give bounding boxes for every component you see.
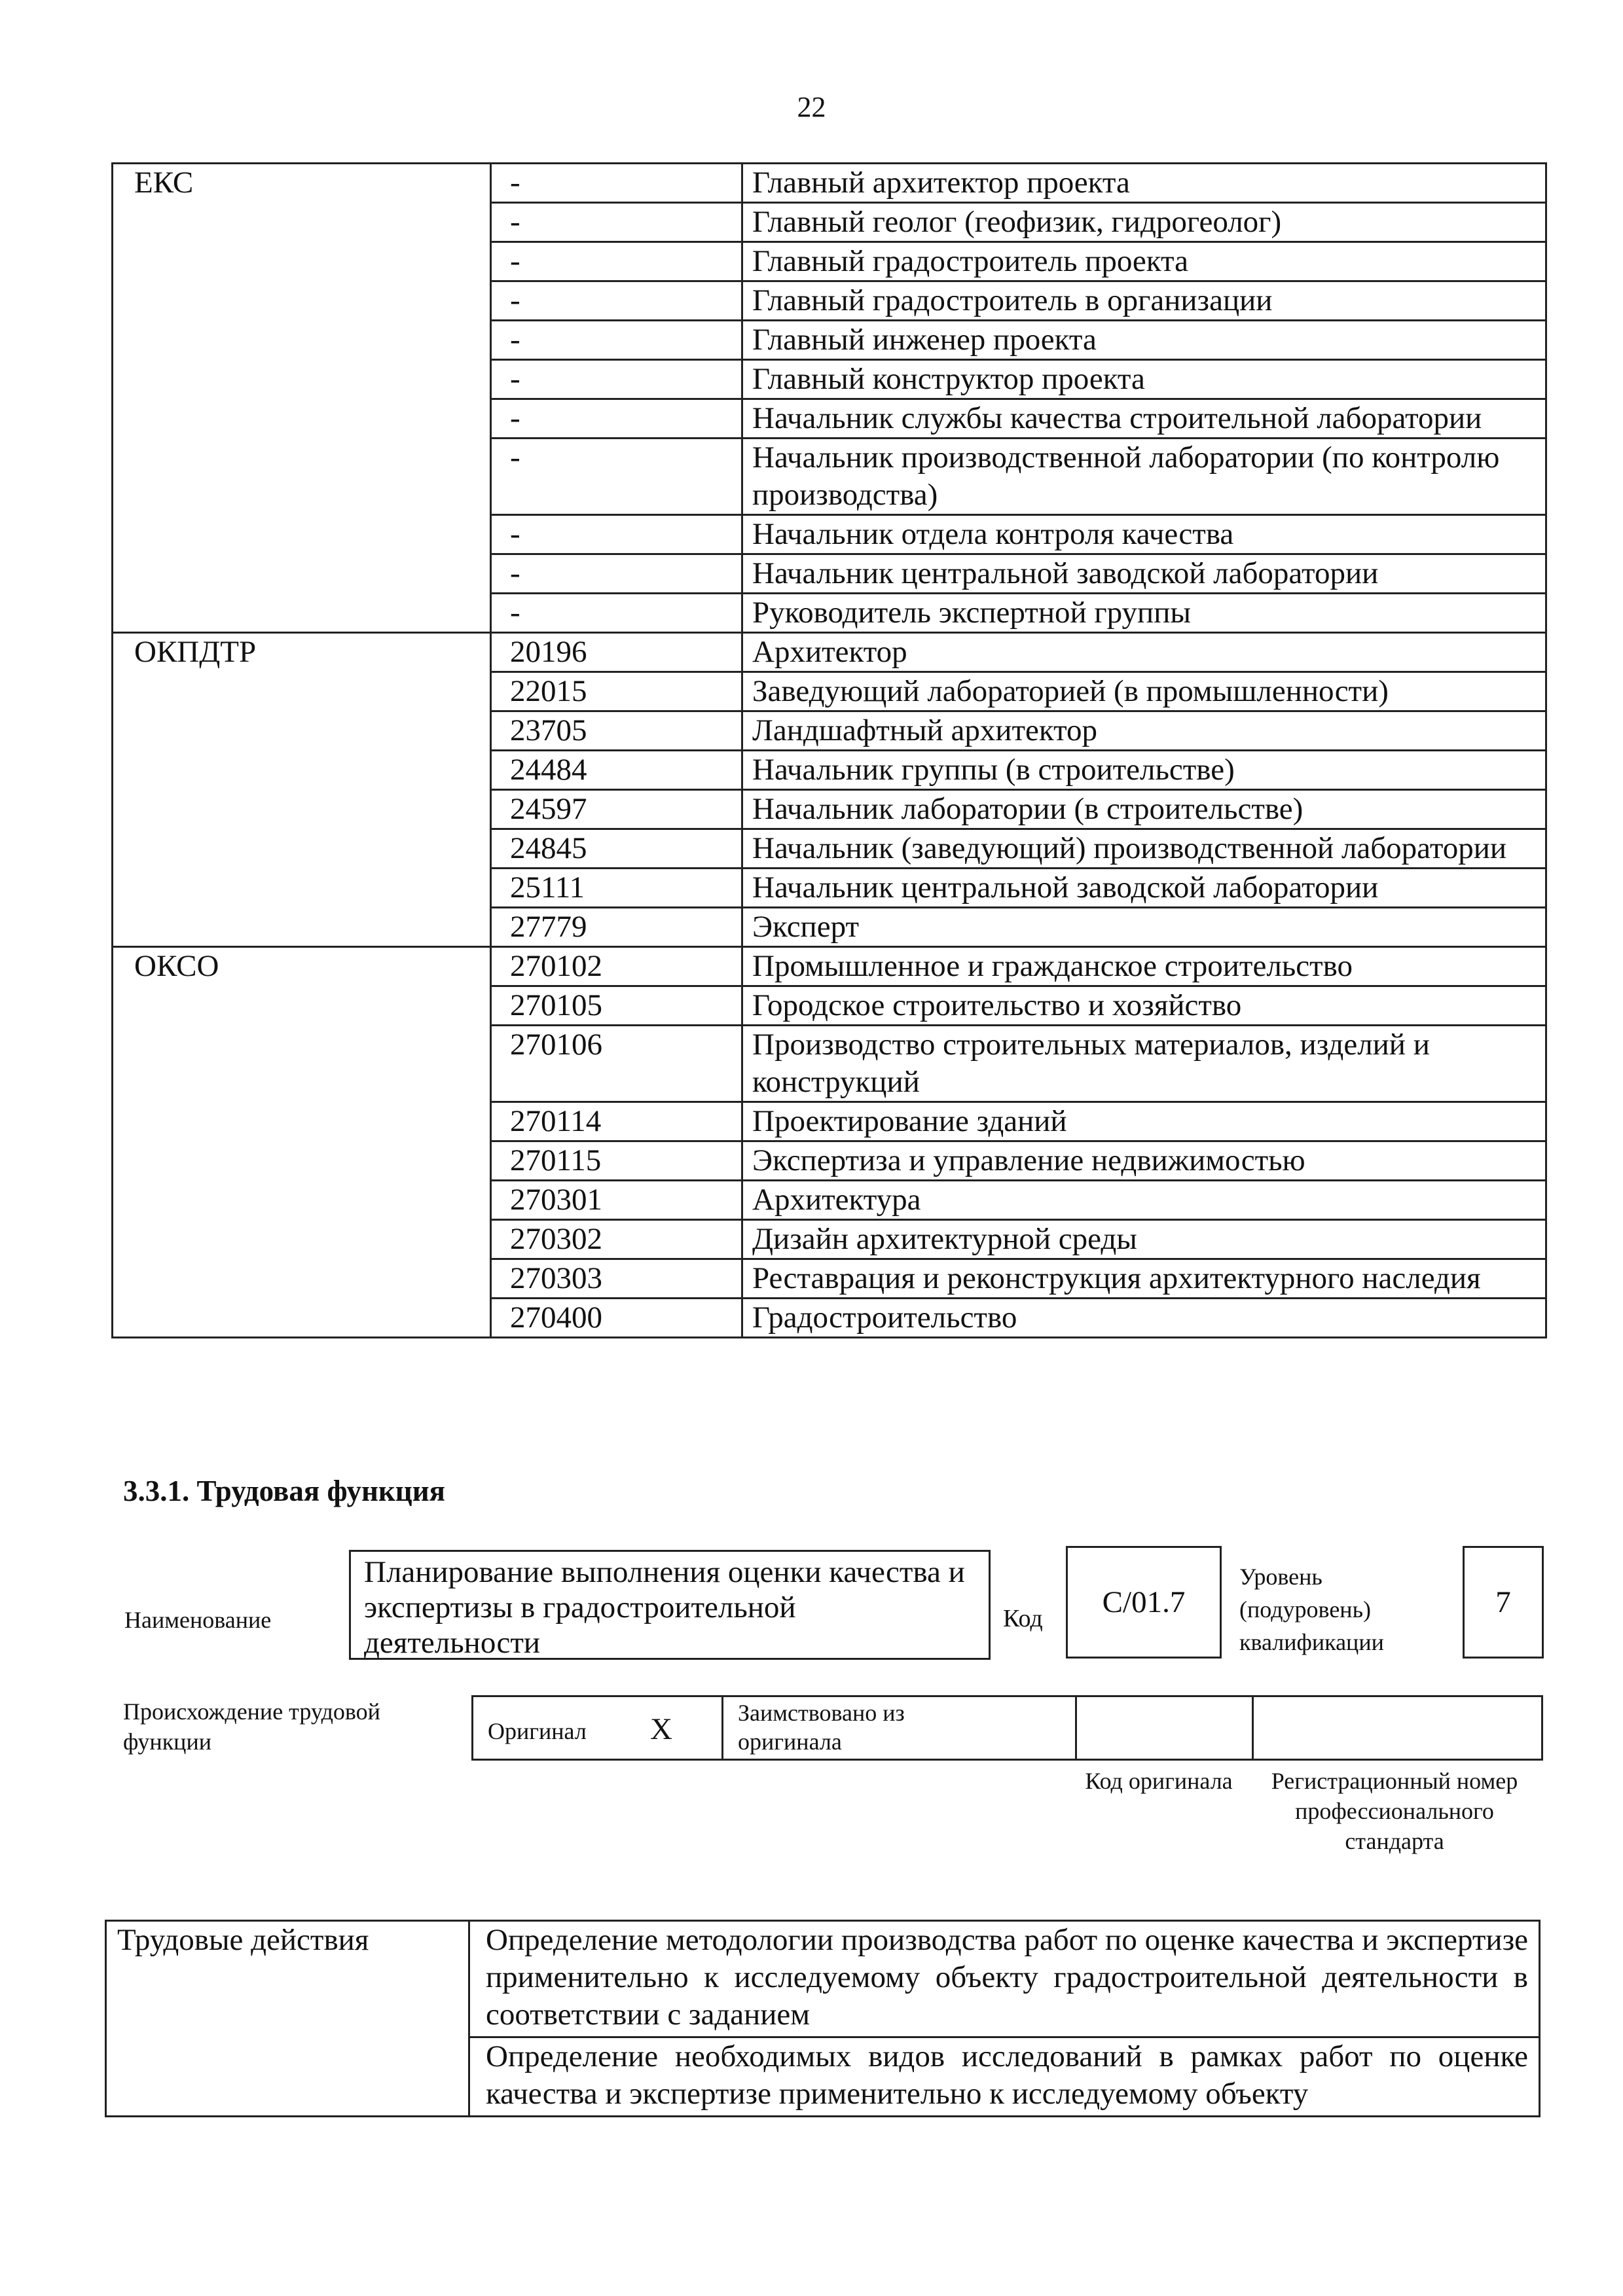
name-cell: Начальник службы качества строительной лаборатории bbox=[742, 399, 1546, 439]
code-cell: 270400 bbox=[491, 1299, 742, 1338]
name-cell: Заведующий лабораторией (в промышленности) bbox=[742, 672, 1546, 711]
name-cell: Промышленное и гражданское строительство bbox=[742, 947, 1546, 986]
name-cell: Начальник (заведующий) производственной лаборатории bbox=[742, 829, 1546, 869]
name-cell: Архитектура bbox=[742, 1181, 1546, 1220]
code-cell: 270105 bbox=[491, 986, 742, 1026]
code-cell: 22015 bbox=[491, 672, 742, 711]
name-cell: Градостроительство bbox=[742, 1299, 1546, 1338]
code-cell: 23705 bbox=[491, 711, 742, 751]
name-cell: Начальник группы (в строительстве) bbox=[742, 751, 1546, 790]
code-cell: - bbox=[491, 164, 742, 203]
code-cell: 25111 bbox=[491, 869, 742, 908]
origin-original-cell bbox=[473, 1697, 723, 1759]
origin-row bbox=[471, 1695, 1543, 1761]
name-cell: Главный конструктор проекта bbox=[742, 360, 1546, 399]
function-name-value: Планирование выполнения оценки качества и экспертизы в градостроительной деятельности bbox=[364, 1555, 965, 1660]
code-cell: - bbox=[491, 439, 742, 515]
classification-table bbox=[111, 162, 1547, 1338]
name-cell: Начальник центральной заводской лаборатории bbox=[742, 554, 1546, 594]
code-cell: - bbox=[491, 360, 742, 399]
group-cell: ЕКС bbox=[113, 164, 491, 633]
code-cell: - bbox=[491, 594, 742, 633]
name-cell: Экспертиза и управление недвижимостью bbox=[742, 1141, 1546, 1181]
code-cell: 27779 bbox=[491, 908, 742, 947]
function-code-box bbox=[1066, 1546, 1222, 1659]
table-row bbox=[113, 164, 1546, 203]
name-cell: Дизайн архитектурной среды bbox=[742, 1220, 1546, 1259]
code-cell: - bbox=[491, 515, 742, 554]
code-cell: 270302 bbox=[491, 1220, 742, 1259]
borrowed-label: Заимствовано из оригинала bbox=[738, 1700, 905, 1755]
name-cell: Главный инженер проекта bbox=[742, 321, 1546, 360]
action-item: Определение методологии производства работ по оценке качества и экспертизе применительно к исследуемому объекту градостроительной деятельности в соответствии с заданием bbox=[469, 1921, 1540, 2037]
code-cell: 24597 bbox=[491, 790, 742, 829]
function-code-value: C/01.7 bbox=[1102, 1585, 1186, 1619]
name-cell: Руководитель экспертной группы bbox=[742, 594, 1546, 633]
code-cell: 270301 bbox=[491, 1181, 742, 1220]
code-cell: - bbox=[491, 399, 742, 439]
level-label: Уровень (подуровень) квалификации bbox=[1239, 1564, 1384, 1655]
table-row bbox=[113, 947, 1546, 986]
name-cell: Главный геолог (геофизик, гидрогеолог) bbox=[742, 203, 1546, 242]
origin-code-cell bbox=[1077, 1697, 1254, 1759]
level-value: 7 bbox=[1495, 1585, 1511, 1619]
function-name-box bbox=[349, 1550, 991, 1660]
name-cell: Главный градостроитель в организации bbox=[742, 281, 1546, 321]
name-cell: Архитектор bbox=[742, 633, 1546, 672]
name-label: Наименование bbox=[124, 1607, 272, 1633]
name-cell: Производство строительных материалов, изделий и конструкций bbox=[742, 1026, 1546, 1102]
code-cell: 20196 bbox=[491, 633, 742, 672]
code-cell: - bbox=[491, 554, 742, 594]
code-cell: 24845 bbox=[491, 829, 742, 869]
name-cell: Начальник лаборатории (в строительстве) bbox=[742, 790, 1546, 829]
name-cell: Начальник отдела контроля качества bbox=[742, 515, 1546, 554]
level-box bbox=[1463, 1546, 1544, 1659]
original-mark: X bbox=[650, 1712, 672, 1746]
original-label: Оригинал bbox=[488, 1718, 587, 1744]
origin-regnum-cell bbox=[1254, 1697, 1541, 1759]
action-item: Определение необходимых видов исследований в рамках работ по оценке качества и экспертизе применительно к исследуемому объекту bbox=[469, 2037, 1540, 2117]
code-cell: - bbox=[491, 321, 742, 360]
name-cell: Эксперт bbox=[742, 908, 1546, 947]
code-label: Код bbox=[1003, 1605, 1043, 1632]
code-caption: Код оригинала bbox=[1085, 1768, 1233, 1794]
actions-table bbox=[105, 1920, 1541, 2117]
code-cell: 270114 bbox=[491, 1102, 742, 1141]
code-cell: 24484 bbox=[491, 751, 742, 790]
origin-borrowed-cell bbox=[723, 1697, 1077, 1759]
regnum-caption: Регистрационный номер профессионального стандарта bbox=[1271, 1768, 1518, 1854]
actions-label: Трудовые действия bbox=[106, 1921, 469, 2117]
group-cell: ОКСО bbox=[113, 947, 491, 1338]
function-heading: 3.3.1. Трудовая функция bbox=[123, 1475, 446, 1507]
page-number: 22 bbox=[797, 91, 826, 123]
name-cell: Городское строительство и хозяйство bbox=[742, 986, 1546, 1026]
code-cell: 270115 bbox=[491, 1141, 742, 1181]
group-cell: ОКПДТР bbox=[113, 633, 491, 947]
name-cell: Начальник производственной лаборатории (по контролю производства) bbox=[742, 439, 1546, 515]
name-cell: Ландшафтный архитектор bbox=[742, 711, 1546, 751]
code-cell: 270106 bbox=[491, 1026, 742, 1102]
name-cell: Реставрация и реконструкция архитектурного наследия bbox=[742, 1259, 1546, 1299]
origin-label: Происхождение трудовой функции bbox=[123, 1698, 380, 1755]
code-cell: - bbox=[491, 281, 742, 321]
name-cell: Главный градостроитель проекта bbox=[742, 242, 1546, 281]
code-cell: 270303 bbox=[491, 1259, 742, 1299]
name-cell: Проектирование зданий bbox=[742, 1102, 1546, 1141]
table-row bbox=[113, 633, 1546, 672]
actions-row bbox=[106, 1921, 1540, 2037]
name-cell: Главный архитектор проекта bbox=[742, 164, 1546, 203]
code-cell: - bbox=[491, 203, 742, 242]
name-cell: Начальник центральной заводской лаборатории bbox=[742, 869, 1546, 908]
code-cell: - bbox=[491, 242, 742, 281]
code-cell: 270102 bbox=[491, 947, 742, 986]
